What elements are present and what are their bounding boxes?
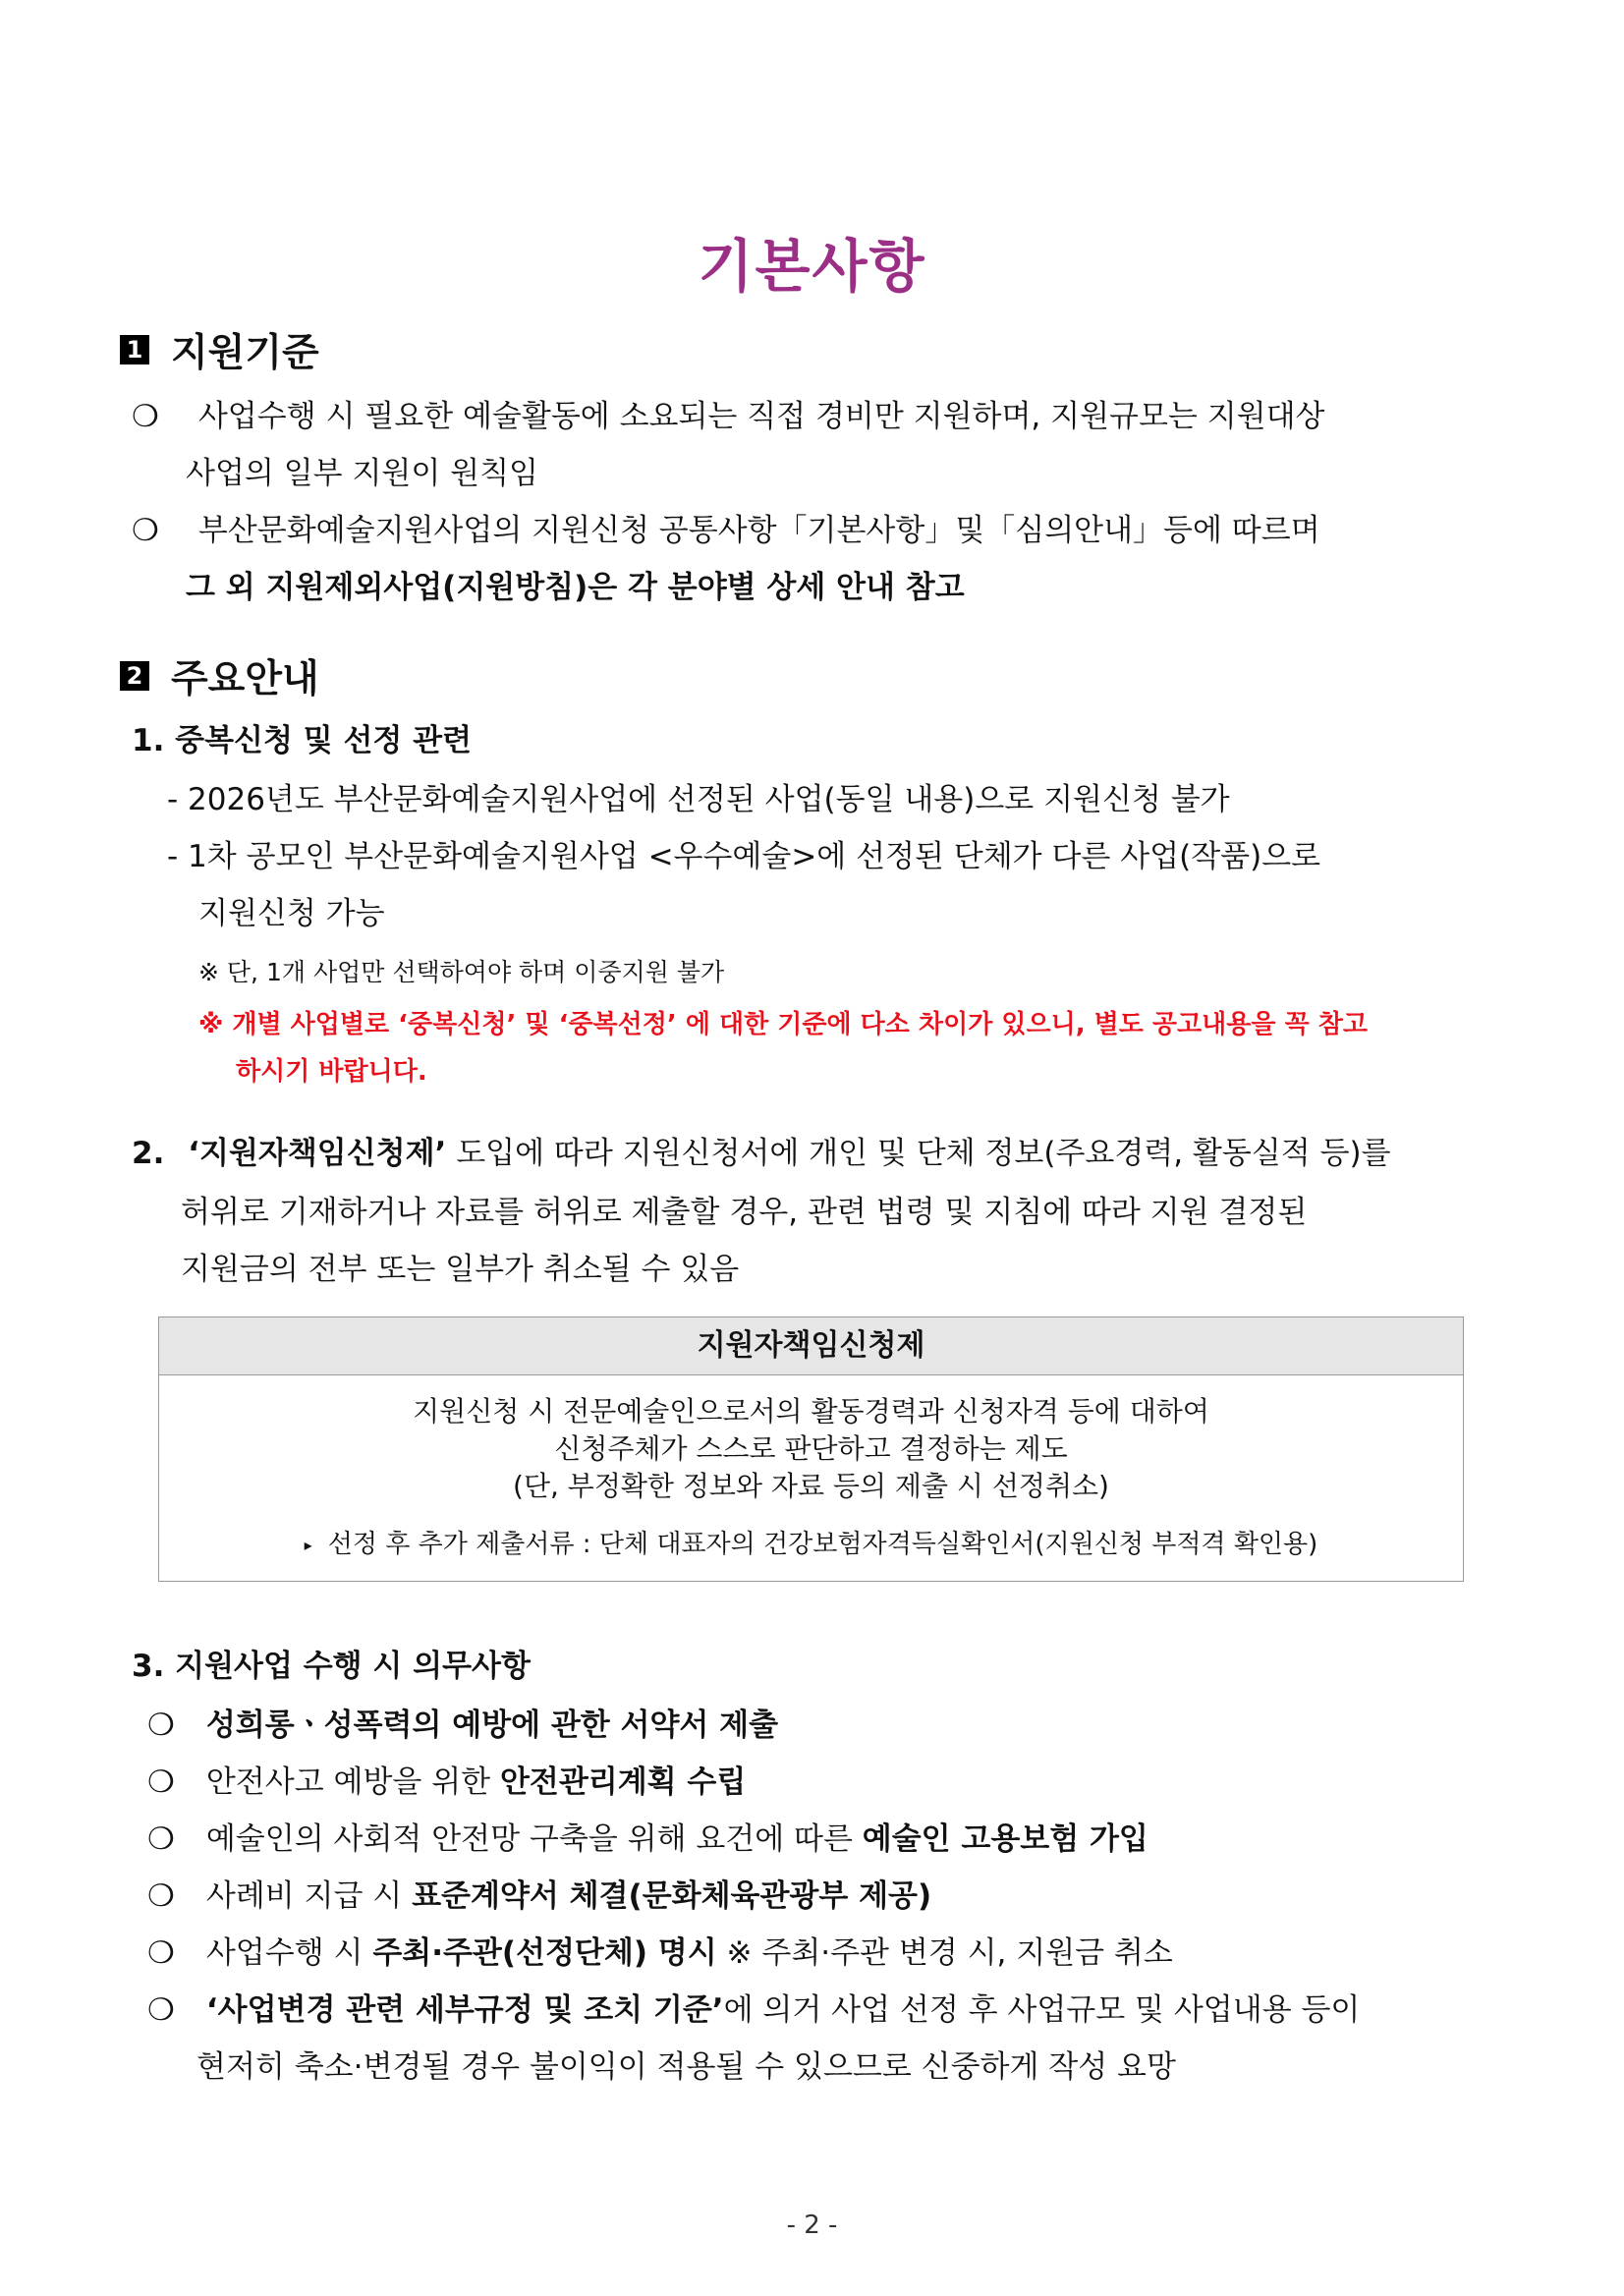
bullet-continuation: 사업의 일부 지원이 원칙임	[186, 456, 538, 491]
info-box-title: 지원자책임신청제	[159, 1317, 1463, 1375]
page-title: 기본사항	[698, 233, 926, 300]
bullet-line: ❍ ‘사업변경 관련 세부규정 및 조치 기준’에 의거 사업 선정 후 사업규모 및 사업내용 등이	[147, 1992, 1361, 2028]
subheading-2: 2. ‘지원자책임신청제’ 도입에 따라 지원신청서에 개인 및 단체 정보(주요경력, 활동실적 등)를	[132, 1136, 1391, 1171]
bullet-line	[132, 391, 1325, 435]
bold-term: ‘지원자책임신청제’	[188, 1136, 447, 1171]
warning-note: ※ 개별 사업별로 ‘중복신청’ 및 ‘중복선정’ 에 대한 기준에 다소 차이가 있으니, 별도 공고내용을 꼭 참고	[198, 1010, 1368, 1039]
paragraph-line: 허위로 기재하거나 자료를 허위로 제출할 경우, 관련 법령 및 지침에 따라 지원 결정된	[181, 1195, 1308, 1230]
bullet-line: ❍ 사업수행 시 주최·주관(선정단체) 명시 ※ 주최·주관 변경 시, 지원금 취소	[147, 1935, 1173, 1971]
bullet-line: ❍ 사례비 지급 시 표준계약서 체결(문화체육관광부 제공)	[147, 1878, 932, 1914]
bullet-text: 부산문화예술지원사업의 지원신청 공통사항「기본사항」및「심의안내」등에 따르며	[197, 513, 1320, 548]
info-box	[158, 1316, 1464, 1582]
page-number: - 2 -	[786, 2211, 838, 2240]
section-heading-2	[120, 648, 319, 703]
section-title: 주요안내	[171, 657, 319, 701]
bullet-line	[132, 505, 1320, 549]
bullet-line: ❍ 예술인의 사회적 안전망 구축을 위해 요건에 따른 예술인 고용보험 가입	[147, 1821, 1148, 1857]
circle-bullet-icon: ❍	[132, 513, 159, 548]
info-box-line: (단, 부정확한 정보와 자료 등의 제출 시 선정취소)	[513, 1470, 1109, 1502]
section-heading-1	[120, 322, 319, 377]
bullet-line: ❍ 성희롱ㆍ성폭력의 예방에 관한 서약서 제출	[147, 1708, 779, 1743]
subheading-1: 1. 중복신청 및 선정 관련	[132, 723, 473, 758]
circle-bullet-icon: ❍	[147, 1992, 175, 2028]
bullet-text: 사업수행 시 필요한 예술활동에 소요되는 직접 경비만 지원하며, 지원규모는 지원대상	[197, 399, 1325, 434]
info-box-note: ▸ 선정 후 추가 제출서류 : 단체 대표자의 건강보험자격득실확인서(지원신청 부적격 확인용)	[304, 1530, 1318, 1559]
subheading-3: 3. 지원사업 수행 시 의무사항	[132, 1649, 531, 1684]
info-box-line: 신청주체가 스스로 판단하고 결정하는 제도	[554, 1432, 1068, 1465]
dash-item: - 1차 공모인 부산문화예술지원사업 <우수예술>에 선정된 단체가 다른 사업(작품)으로	[167, 839, 1321, 874]
warning-note-continuation: 하시기 바랍니다.	[236, 1057, 427, 1087]
dash-item: - 2026년도 부산문화예술지원사업에 선정된 사업(동일 내용)으로 지원신청 불가	[167, 782, 1230, 817]
circle-bullet-icon: ❍	[147, 1821, 175, 1857]
triangle-marker-icon: ▸	[304, 1536, 312, 1554]
circle-bullet-icon: ❍	[132, 399, 159, 434]
bullet-line: ❍ 안전사고 예방을 위한 안전관리계획 수립	[147, 1764, 747, 1800]
dash-item-continuation: 지원신청 가능	[198, 896, 385, 931]
circle-bullet-icon: ❍	[147, 1935, 175, 1971]
bullet-continuation-bold: 그 외 지원제외사업(지원방침)은 각 분야별 상세 안내 참고	[186, 570, 965, 605]
paragraph-line: 지원금의 전부 또는 일부가 취소될 수 있음	[181, 1252, 740, 1287]
circle-bullet-icon: ❍	[147, 1708, 175, 1743]
note: ※ 단, 1개 사업만 선택하여야 하며 이중지원 불가	[198, 958, 725, 986]
circle-bullet-icon: ❍	[147, 1878, 175, 1914]
bullet-continuation: 현저히 축소·변경될 경우 불이익이 적용될 수 있으므로 신중하게 작성 요망	[196, 2049, 1176, 2085]
circle-bullet-icon: ❍	[147, 1764, 175, 1800]
section-number-badge: 1	[120, 335, 149, 364]
section-number-badge: 2	[120, 661, 149, 691]
section-title: 지원기준	[171, 331, 319, 375]
info-box-line: 지원신청 시 전문예술인으로서의 활동경력과 신청자격 등에 대하여	[413, 1395, 1209, 1428]
